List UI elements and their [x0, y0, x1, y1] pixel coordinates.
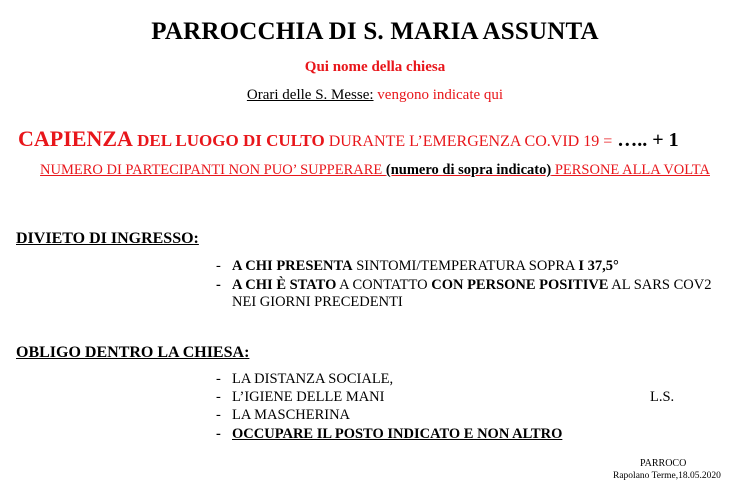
entry-ban-heading-colon: : — [193, 230, 199, 247]
participants-text-1: NUMERO DI PARTECIPANTI NON PUO’ SUPPERARE — [40, 162, 386, 178]
obligation-heading-colon: : — [244, 344, 250, 361]
participants-text-3: PERSONE ALLA VOLTA — [551, 162, 710, 178]
list-item — [0, 277, 750, 295]
obligation-item-3: LA MASCHERINA — [232, 407, 351, 423]
capacity-line — [18, 126, 679, 152]
place-date: Rapolano Terme,18.05.2020 — [613, 471, 721, 481]
ls-mark: L.S. — [650, 389, 675, 405]
bullet-dash: - — [216, 426, 221, 442]
participants-text-2: (numero di sopra indicato) — [385, 162, 552, 178]
bullet-dash: - — [216, 277, 221, 293]
bullet-dash: - — [216, 407, 221, 423]
ban-item-2-text2: AL SARS COV2 — [608, 277, 712, 293]
ban-item-2-bold: A CHI È STATO — [232, 277, 337, 293]
capacity-emergency: DURANTE L’EMERGENZA CO.VID 19 = — [324, 133, 613, 150]
ban-item-1-text: SINTOMI/TEMPERATURA SOPRA — [352, 258, 579, 274]
obligation-item-1: LA DISTANZA SOCIALE, — [232, 371, 394, 387]
obligation-heading-text: OBLIGO DENTRO LA CHIESA — [16, 344, 245, 361]
ban-item-2-text: A CONTATTO — [336, 277, 432, 293]
bullet-dash: - — [216, 371, 221, 387]
capacity-word: CAPIENZA — [18, 126, 133, 151]
ban-item-2-continuation: NEI GIORNI PRECEDENTI — [232, 294, 403, 310]
ban-item-1-bold: A CHI PRESENTA — [232, 258, 353, 274]
bullet-dash: - — [216, 258, 221, 274]
obligation-heading — [16, 344, 249, 362]
list-item — [0, 407, 750, 425]
list-item — [0, 426, 750, 444]
participants-line — [0, 162, 750, 179]
obligation-item-4: OCCUPARE IL POSTO INDICATO E NON ALTRO — [232, 426, 563, 442]
capacity-value: ….. + 1 — [612, 129, 679, 151]
signature-title: PARROCO — [640, 458, 687, 469]
page-title: PARROCCHIA DI S. MARIA ASSUNTA — [151, 18, 599, 45]
mass-times-line — [0, 87, 750, 104]
mass-times-value: vengono indicate qui — [373, 87, 504, 103]
list-item — [0, 258, 750, 276]
ban-item-1-bold2: I 37,5° — [578, 258, 619, 274]
capacity-place: DEL LUOGO DI CULTO — [132, 131, 325, 150]
obligation-item-2: L’IGIENE DELLE MANI — [232, 389, 385, 405]
entry-ban-heading-text: DIVIETO DI INGRESSO — [16, 230, 194, 247]
bullet-dash: - — [216, 389, 221, 405]
church-name: Qui nome della chiesa — [304, 59, 446, 75]
list-item — [0, 389, 600, 407]
entry-ban-heading — [16, 230, 199, 248]
list-item — [0, 371, 750, 389]
ban-item-2-bold2: CON PERSONE POSITIVE — [431, 277, 609, 293]
mass-times-label: Orari delle S. Messe: — [246, 87, 374, 103]
